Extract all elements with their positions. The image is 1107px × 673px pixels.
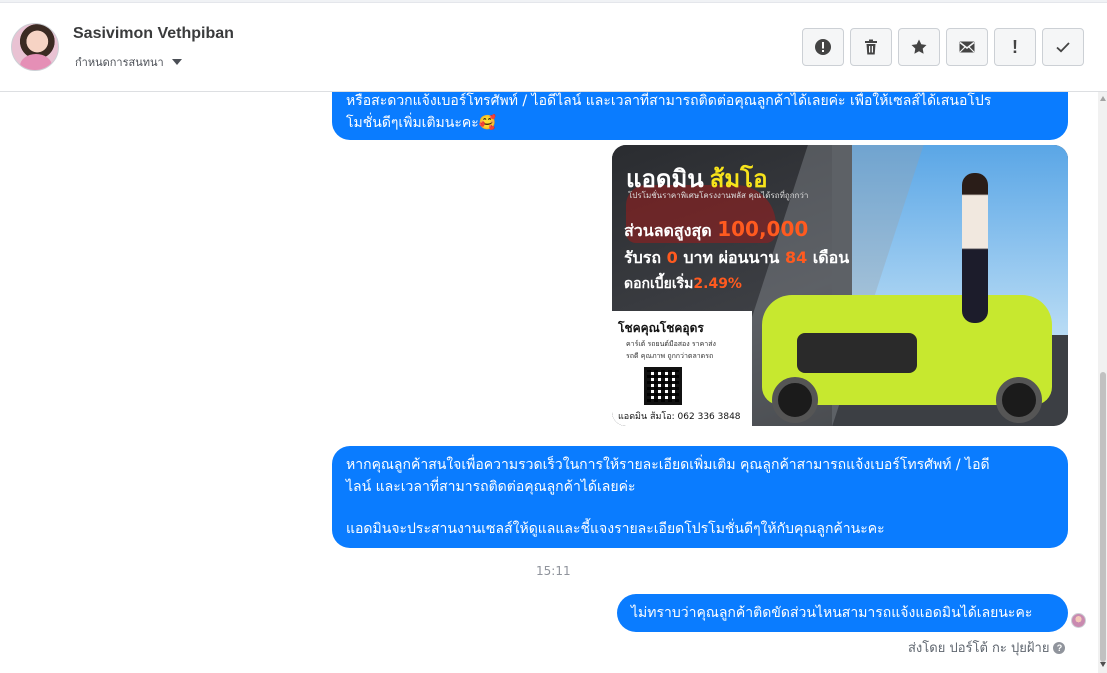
read-receipt-avatar	[1071, 613, 1086, 628]
promo-subtitle: โปรโมชั่นราคาพิเศษโครงงานพลัส คุณได้รถที่ถูกกว่า	[628, 191, 809, 200]
promo-discount-label: ส่วนลดสูงสุด	[624, 221, 712, 240]
promo-truck-grille	[797, 333, 917, 373]
sent-by-label	[908, 637, 1065, 658]
exclamation-icon: !	[1012, 36, 1018, 57]
help-icon[interactable]: ?	[1053, 642, 1065, 654]
conversation-header	[0, 0, 1107, 92]
check-icon	[1054, 38, 1072, 56]
caret-down-icon	[172, 59, 182, 65]
scroll-up-arrow-icon[interactable]	[1100, 96, 1106, 101]
promo-phone: แอดมิน ส้มโอ: 062 336 3848	[618, 412, 741, 422]
avatar-figure	[20, 54, 52, 71]
done-button[interactable]	[1042, 28, 1084, 66]
message-line: แอดมินจะประสานงานเซลส์ให้ดูแลและชี้แจงรายละเอียดโปรโมชั่นดีๆให้กับคุณลูกค้านะคะ	[346, 521, 885, 537]
message-spacer	[346, 498, 1054, 518]
qr-code	[644, 367, 682, 405]
promo-discount-value: 100,000	[717, 217, 809, 241]
message-line: หรือสะดวกแจ้งเบอร์โทรศัพท์ / ไอดีไลน์ และเวลาที่สามารถติดต่อคุณลูกค้าได้เลยค่ะ เพื่อให้เซลส์ได้เสนอโปร	[346, 93, 992, 109]
promo-installment-e: เดือน	[812, 248, 850, 267]
promo-wheel	[772, 377, 818, 423]
mark-unread-button[interactable]	[946, 28, 988, 66]
promo-person	[962, 173, 988, 323]
message-thread[interactable]	[0, 92, 1098, 673]
promo-title-yellow: ส้มโอ	[709, 165, 768, 193]
message-bubble[interactable]	[332, 446, 1068, 548]
promo-interest	[624, 273, 742, 295]
promo-shop-card	[612, 311, 752, 426]
sent-by-text: ส่งโดย ปอร์โต้ กะ ปุยฝ้าย	[908, 641, 1050, 656]
promo-shop-line: รถดี คุณภาพ ถูกกว่าตลาดรถ	[626, 352, 714, 360]
assign-label: กำหนดการสนทนา	[75, 56, 164, 69]
top-divider	[0, 0, 1107, 3]
scroll-down-arrow-icon[interactable]	[1100, 662, 1106, 667]
important-button[interactable]	[994, 28, 1036, 66]
message-line: โมชั่นดีๆเพิ่มเติมนะคะ🥰	[346, 115, 497, 131]
assign-conversation-dropdown[interactable]	[75, 53, 182, 71]
promo-installment	[624, 246, 849, 271]
message-bubble[interactable]	[617, 594, 1068, 632]
message-timestamp: 15:11	[536, 564, 571, 578]
promo-installment-c: บาท ผ่อนนาน	[683, 248, 780, 267]
promo-interest-label: ดอกเบี้ยเริ่ม	[624, 276, 694, 292]
trash-icon	[862, 38, 880, 56]
scrollbar-thumb[interactable]	[1100, 372, 1106, 662]
promo-interest-value: 2.49%	[693, 276, 742, 292]
report-button[interactable]	[802, 28, 844, 66]
alert-circle-icon	[814, 38, 832, 56]
message-bubble[interactable]	[332, 92, 1068, 140]
promo-title-white: แอดมิน	[626, 165, 704, 193]
contact-avatar[interactable]	[11, 23, 59, 71]
message-line: ไลน์ และเวลาที่สามารถติดต่อคุณลูกค้าได้เลยค่ะ	[346, 479, 636, 495]
promo-wheel	[996, 377, 1042, 423]
envelope-icon	[958, 38, 976, 56]
star-button[interactable]	[898, 28, 940, 66]
message-line: หากคุณลูกค้าสนใจเพื่อความรวดเร็วในการให้รายละเอียดเพิ่มเติม คุณลูกค้าสามารถแจ้งเบอร์โทรศัพท์ / ไอดี	[346, 457, 990, 473]
promo-installment-a: รับรถ	[624, 248, 662, 267]
promo-shop-name: โชคคุณโชคอุดร	[618, 321, 704, 335]
promo-installment-d: 84	[784, 248, 808, 267]
promo-installment-b: 0	[666, 248, 678, 267]
delete-button[interactable]	[850, 28, 892, 66]
action-toolbar	[802, 28, 1084, 66]
star-icon	[910, 38, 928, 56]
message-line: ไม่ทราบว่าคุณลูกค้าติดขัดส่วนไหนสามารถแจ้งแอดมินได้เลยนะคะ	[631, 605, 1033, 621]
promo-image[interactable]	[612, 145, 1068, 426]
promo-shop-line: คาร์เต้ รถยนต์มือสอง ราคาส่ง	[626, 340, 716, 348]
contact-name[interactable]: Sasivimon Vethpiban	[73, 25, 234, 42]
promo-discount	[624, 217, 808, 244]
